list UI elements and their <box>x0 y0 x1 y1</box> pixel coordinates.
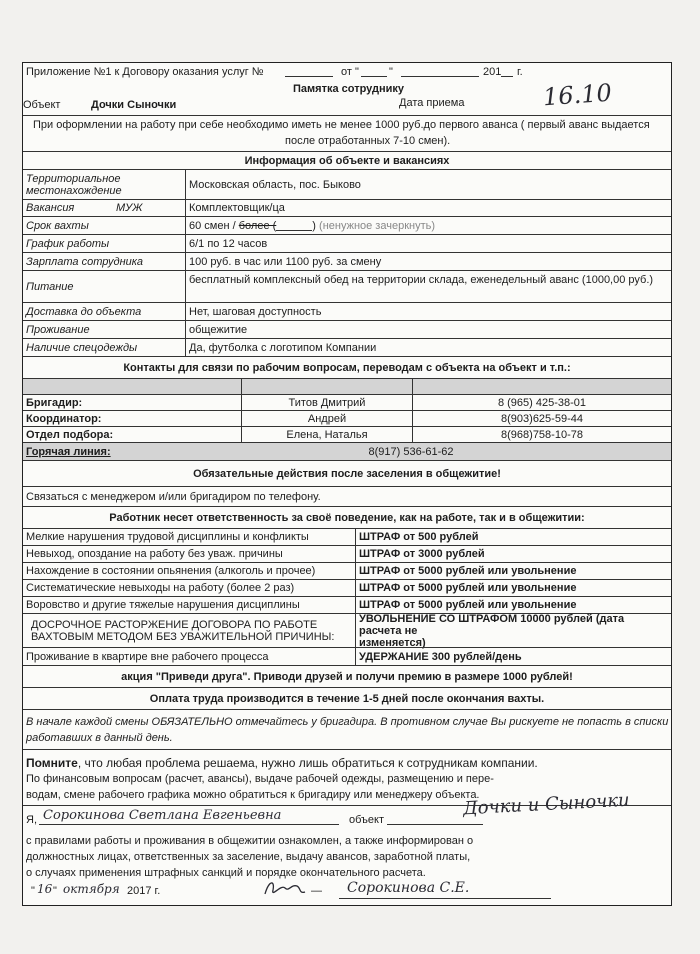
dorm-section-title: Обязательные действия после заселения в общежитие! <box>193 467 501 480</box>
contact-phone: 8(968)758-10-78 <box>412 427 671 442</box>
penalty-row <box>23 562 671 579</box>
remember-line-3: водам, смене рабочего графика можно обратиться к бригадиру или менеджеру объекта. <box>26 789 480 801</box>
from-label: от " <box>341 66 359 78</box>
penalty-row <box>23 579 671 596</box>
early-termination-penalty-line-1: УВОЛЬНЕНИЕ СО ШТРАФОМ 10000 рублей (дата расчета не <box>359 612 625 637</box>
signature-name-line <box>339 898 551 899</box>
ack-object-line <box>387 824 483 825</box>
contacts-section-title: Контакты для связи по рабочим вопросам, переводам с объекта на объект и т.п.: <box>123 361 571 374</box>
delivery-value: Нет, шаговая доступность <box>185 303 671 320</box>
delivery-row <box>23 302 671 320</box>
ack-object-handwritten: Дочки и Сыночки <box>462 789 631 820</box>
promo-row <box>23 665 671 687</box>
apartment-penalty: УДЕРЖАНИЕ 300 рублей/день <box>355 648 671 665</box>
ack-name-line <box>39 824 339 825</box>
ack-line-2: должностных лицах, ответственных за заселение, выдачу авансов, заработной платы, <box>26 851 471 863</box>
ack-month-handwritten: октября <box>63 882 120 896</box>
penalty-row <box>23 596 671 613</box>
appendix-text: Приложение №1 к Договору оказания услуг № <box>26 66 264 78</box>
food-value: бесплатный комплексный обед на территории склада, еженедельный аванс (1000,00 руб.) <box>185 271 671 302</box>
penalty-amount: ШТРАФ от 500 рублей <box>355 529 671 545</box>
location-value: Московская область, пос. Быково <box>185 170 671 199</box>
remember-line-2: По финансовым вопросам (расчет, авансы), выдаче рабочей одежды, размещению и пере- <box>26 773 494 785</box>
salary-value: 100 руб. в час или 1100 руб. за смену <box>185 253 671 270</box>
contacts-divider-1 <box>241 379 242 394</box>
contacts-section-header <box>23 356 671 378</box>
ack-i-label: Я, <box>26 814 37 826</box>
early-termination-violation <box>23 614 355 647</box>
clothes-value: Да, футболка с логотипом Компании <box>185 339 671 356</box>
ack-object-label: объект <box>349 814 385 826</box>
promo-text: акция "Приведи друга". Приводи друзей и получи премию в размере 1000 рублей! <box>121 670 573 683</box>
notice-line-2: работавших в данный день. <box>26 732 173 744</box>
notice-row <box>23 709 671 749</box>
term-value-text: 60 смен / <box>189 219 236 232</box>
early-termination-line-1: ДОСРОЧНОЕ РАСТОРЖЕНИЕ ДОГОВОРА ПО РАБОТЕ <box>31 618 318 631</box>
remember-bold: Помните <box>26 756 78 770</box>
early-termination-row <box>23 613 671 647</box>
living-label: Проживание <box>26 323 90 336</box>
term-row <box>23 216 671 234</box>
location-label-line-2: местонахождение <box>26 184 122 197</box>
contact-row <box>23 426 671 442</box>
object-label: Объект <box>23 99 61 111</box>
contact-role: Бригадир: <box>26 396 83 409</box>
hire-date-label: Дата приема <box>399 97 465 109</box>
dorm-row <box>23 486 671 506</box>
payment-text: Оплата труда производится в течение 1-5 дней после окончания вахты. <box>149 692 545 705</box>
vacancy-label: Вакансия <box>26 202 75 214</box>
contacts-divider-2 <box>412 379 413 394</box>
delivery-label: Доставка до объекта <box>26 305 142 318</box>
penalty-amount: ШТРАФ от 5000 рублей или увольнение <box>355 563 671 579</box>
penalties-section-header <box>23 506 671 528</box>
term-label: Срок вахты <box>26 219 89 232</box>
vacancy-row <box>23 199 671 216</box>
penalty-amount: ШТРАФ от 5000 рублей или увольнение <box>355 597 671 613</box>
signature <box>261 876 307 900</box>
apartment-row <box>23 647 671 665</box>
ack-year: 2017 г. <box>127 885 161 897</box>
schedule-row <box>23 234 671 252</box>
signature-name-handwritten: Сорокинова С.Е. <box>347 880 470 896</box>
vacancy-value: Комплектовщик/ца <box>185 200 671 216</box>
info-section-title: Информация об объекте и вакансиях <box>244 154 450 167</box>
title-row <box>23 78 671 115</box>
schedule-value: 6/1 по 12 часов <box>185 235 671 252</box>
penalty-violation: Систематические невыходы на работу (более 2 раз) <box>26 582 295 594</box>
payment-row <box>23 687 671 709</box>
early-termination-penalty-line-2: изменяется) <box>359 636 426 649</box>
ack-date-quote-open: " <box>31 885 35 897</box>
from-quote-close: " <box>389 66 393 78</box>
contact-role: Координатор: <box>26 412 102 425</box>
ack-day-handwritten: 16 <box>37 882 53 896</box>
ack-name-handwritten: Сорокинова Светлана Евгеньевна <box>43 808 282 823</box>
food-label: Питание <box>26 280 74 293</box>
year-label: 201 <box>483 66 502 78</box>
intro-line-2: после отработанных 7-10 смен). <box>285 135 451 147</box>
remember-text: , что любая проблема решаема, нужно лишь обратиться к сотрудникам компании. <box>77 756 538 770</box>
contact-row <box>23 410 671 426</box>
ack-date-quote-close: " <box>53 885 57 897</box>
term-value <box>185 217 671 234</box>
penalties-section-title: Работник несет ответственность за своё поведение, как на работе, так и в общежитии: <box>109 511 585 524</box>
living-row <box>23 320 671 338</box>
contact-name: Елена, Наталья <box>241 427 412 442</box>
hire-date-handwritten: 16.10 <box>542 78 613 112</box>
intro-row <box>23 115 671 151</box>
term-blank <box>276 221 312 231</box>
ack-line-1: с правилами работы и проживания в общежитии ознакомлен, а также информирован о <box>26 835 474 847</box>
intro-line-1: При оформлении на работу при себе необходимо иметь не менее 1000 руб.до первого аванса ( первый аванс выдается <box>33 119 650 131</box>
location-label <box>23 170 185 199</box>
signature-separator: — <box>311 885 322 897</box>
term-more-text: более ( <box>238 219 277 232</box>
living-value: общежитие <box>185 321 671 338</box>
remember-line-1 <box>26 756 538 770</box>
term-note: (ненужное зачеркнуть) <box>319 219 436 232</box>
contact-role: Отдел подбора: <box>26 428 114 441</box>
penalty-amount: ШТРАФ от 5000 рублей или увольнение <box>355 580 671 596</box>
penalty-row <box>23 545 671 562</box>
appendix-row <box>23 63 671 81</box>
contact-name: Андрей <box>241 411 412 426</box>
food-row <box>23 270 671 302</box>
salary-label: Зарплата сотрудника <box>26 255 144 268</box>
clothes-row <box>23 338 671 356</box>
clothes-label: Наличие спецодежды <box>26 341 138 354</box>
info-section-header <box>23 151 671 169</box>
salary-row <box>23 252 671 270</box>
penalty-amount: ШТРАФ от 3000 рублей <box>355 546 671 562</box>
contact-name: Титов Дмитрий <box>241 395 412 410</box>
term-close: ) <box>312 219 316 232</box>
contact-row <box>23 394 671 410</box>
ack-line-3: о случаях применения штрафных санкций и порядке окончательного расчета. <box>26 867 426 879</box>
location-row <box>23 169 671 199</box>
early-termination-line-2: ВАХТОВЫМ МЕТОДОМ БЕЗ УВАЖИТЕЛЬНОЙ ПРИЧИНЫ: <box>31 630 335 643</box>
schedule-label: График работы <box>26 237 110 250</box>
object-value: Дочки Сыночки <box>91 99 177 111</box>
location-label-line-1: Территориальное <box>26 172 121 185</box>
year-blank <box>501 76 513 77</box>
contact-phone: 8 (965) 425-38-01 <box>412 395 671 410</box>
year-suffix: г. <box>517 66 523 78</box>
contacts-header-band <box>23 378 671 394</box>
penalty-violation: Мелкие нарушения трудовой дисциплины и конфликты <box>26 531 309 543</box>
dorm-section-header <box>23 460 671 486</box>
month-blank <box>401 76 479 77</box>
apartment-violation: Проживание в квартире вне рабочего процесса <box>26 650 269 663</box>
penalty-violation: Нахождение в состоянии опьянения (алкоголь и прочее) <box>26 565 316 577</box>
memo-title: Памятка сотруднику <box>293 83 405 95</box>
hotline-label: Горячая линия: <box>26 445 111 458</box>
memo-sheet <box>22 62 672 906</box>
early-termination-penalty <box>355 614 671 647</box>
penalty-violation: Невыход, опоздание на работу без уваж. причины <box>26 548 283 560</box>
hotline-row <box>23 442 671 460</box>
notice-line-1: В начале каждой смены ОБЯЗАТЕЛЬНО отмечайтесь у бригадира. В противном случае Вы рискуете не попасть в списки <box>26 716 669 728</box>
penalty-row <box>23 528 671 545</box>
penalty-violation: Воровство и другие тяжелые нарушения дисциплины <box>26 599 300 611</box>
contact-phone: 8(903)625-59-44 <box>412 411 671 426</box>
contract-number-blank <box>285 76 333 77</box>
dorm-text: Связаться с менеджером и/или бригадиром по телефону. <box>26 490 321 503</box>
vacancy-gender: МУЖ <box>116 202 143 214</box>
hotline-phone: 8(917) 536-61-62 <box>368 445 454 458</box>
day-blank <box>361 76 387 77</box>
